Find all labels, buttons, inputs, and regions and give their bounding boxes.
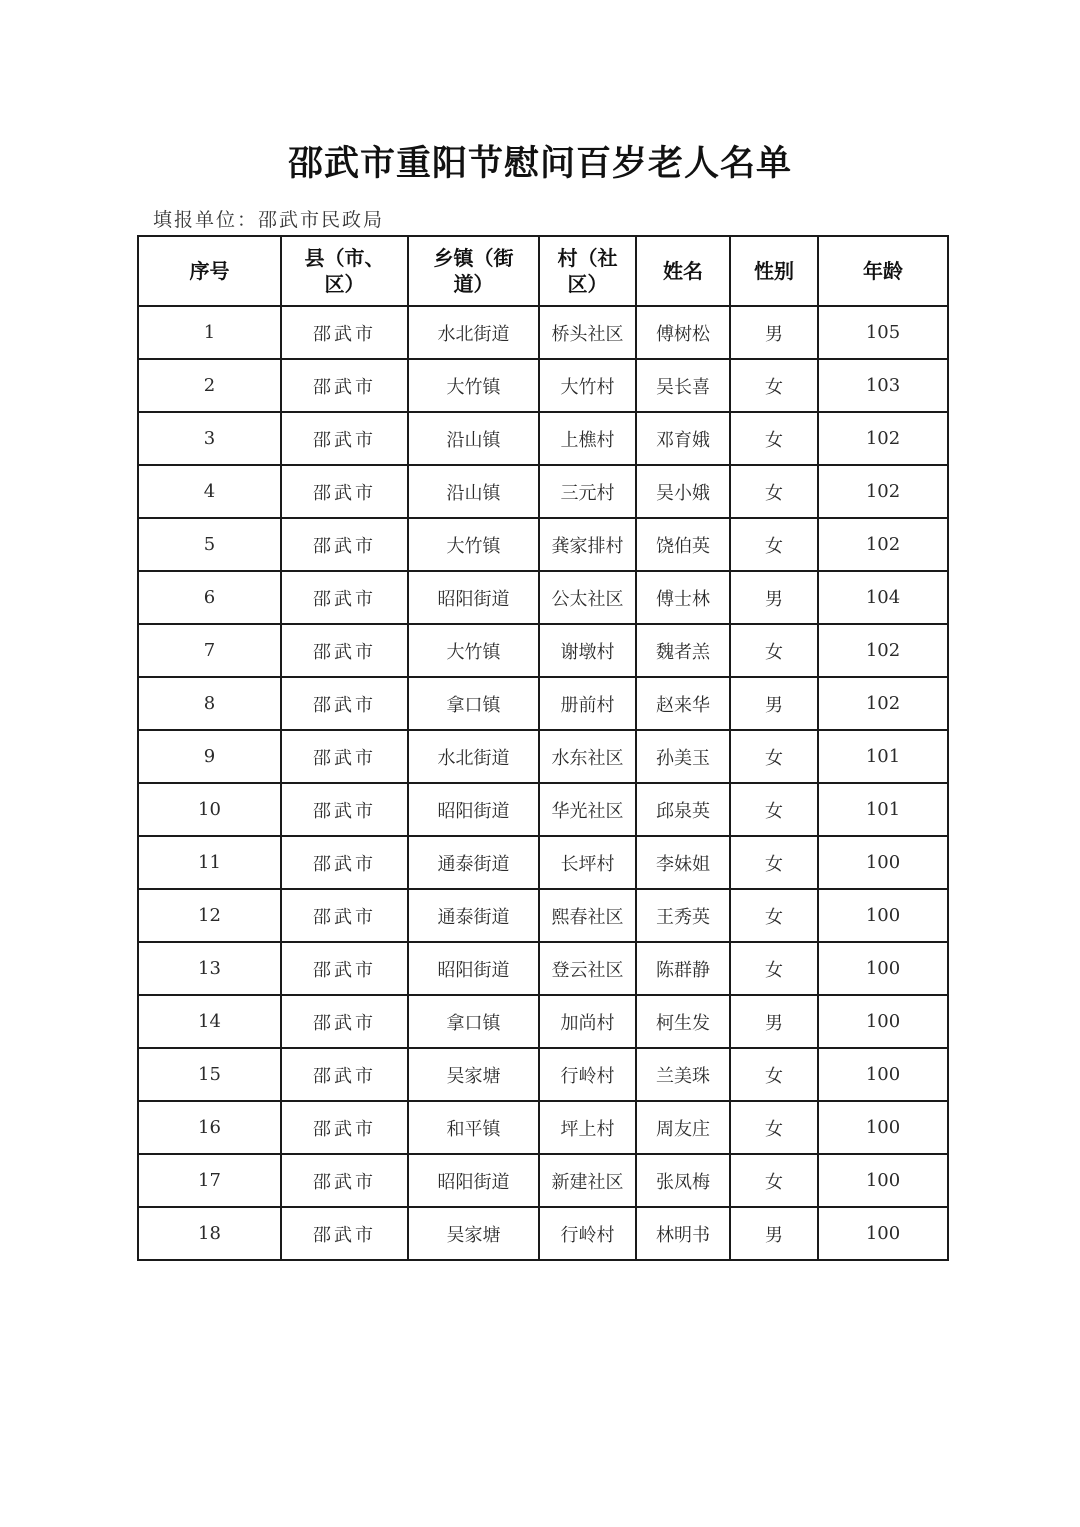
cell-age: 101 [818, 783, 948, 836]
cell-gender: 女 [730, 836, 818, 889]
cell-serial: 15 [138, 1048, 281, 1101]
header-town [408, 236, 539, 306]
cell-town: 通泰街道 [408, 836, 539, 889]
cell-age: 100 [818, 1207, 948, 1260]
cell-village: 上樵村 [539, 412, 636, 465]
cell-name: 吴小娥 [636, 465, 730, 518]
cell-town: 拿口镇 [408, 995, 539, 1048]
cell-town: 昭阳街道 [408, 783, 539, 836]
cell-serial: 18 [138, 1207, 281, 1260]
cell-county: 邵武市 [281, 889, 408, 942]
cell-village: 公太社区 [539, 571, 636, 624]
cell-age: 100 [818, 836, 948, 889]
cell-age: 100 [818, 889, 948, 942]
cell-gender: 女 [730, 465, 818, 518]
table-row [138, 836, 948, 889]
table-row [138, 995, 948, 1048]
cell-age: 102 [818, 465, 948, 518]
table-row [138, 624, 948, 677]
cell-age: 100 [818, 1154, 948, 1207]
cell-age: 103 [818, 359, 948, 412]
cell-serial: 13 [138, 942, 281, 995]
cell-village: 熙春社区 [539, 889, 636, 942]
cell-serial: 17 [138, 1154, 281, 1207]
cell-county: 邵武市 [281, 995, 408, 1048]
cell-town: 和平镇 [408, 1101, 539, 1154]
cell-age: 102 [818, 624, 948, 677]
header-gender: 性别 [730, 236, 818, 306]
cell-age: 102 [818, 412, 948, 465]
header-age: 年龄 [818, 236, 948, 306]
cell-gender: 女 [730, 730, 818, 783]
cell-county: 邵武市 [281, 1207, 408, 1260]
cell-age: 100 [818, 1101, 948, 1154]
cell-county: 邵武市 [281, 783, 408, 836]
cell-age: 105 [818, 306, 948, 359]
table-row [138, 1101, 948, 1154]
cell-gender: 男 [730, 571, 818, 624]
cell-county: 邵武市 [281, 306, 408, 359]
cell-village: 行岭村 [539, 1207, 636, 1260]
cell-serial: 5 [138, 518, 281, 571]
cell-gender: 男 [730, 995, 818, 1048]
header-name: 姓名 [636, 236, 730, 306]
cell-county: 邵武市 [281, 1154, 408, 1207]
cell-serial: 1 [138, 306, 281, 359]
cell-age: 102 [818, 677, 948, 730]
cell-village: 新建社区 [539, 1154, 636, 1207]
cell-town: 通泰街道 [408, 889, 539, 942]
table-row [138, 1154, 948, 1207]
cell-village: 大竹村 [539, 359, 636, 412]
cell-village: 华光社区 [539, 783, 636, 836]
cell-village: 龚家排村 [539, 518, 636, 571]
reporting-unit: 填报单位：邵武市民政局 [153, 209, 385, 231]
cell-serial: 16 [138, 1101, 281, 1154]
cell-county: 邵武市 [281, 730, 408, 783]
cell-name: 李妹姐 [636, 836, 730, 889]
cell-age: 101 [818, 730, 948, 783]
cell-name: 王秀英 [636, 889, 730, 942]
table-row [138, 889, 948, 942]
cell-gender: 男 [730, 1207, 818, 1260]
table-row [138, 783, 948, 836]
cell-name: 吴长喜 [636, 359, 730, 412]
document-title: 邵武市重阳节慰问百岁老人名单 [287, 143, 792, 184]
table-row [138, 465, 948, 518]
table-row [138, 306, 948, 359]
header-village-label: 村（社区） [557, 246, 618, 296]
cell-gender: 女 [730, 942, 818, 995]
cell-serial: 9 [138, 730, 281, 783]
cell-county: 邵武市 [281, 942, 408, 995]
cell-village: 谢墩村 [539, 624, 636, 677]
cell-name: 魏者羔 [636, 624, 730, 677]
cell-gender: 女 [730, 1101, 818, 1154]
cell-village: 加尚村 [539, 995, 636, 1048]
cell-gender: 女 [730, 624, 818, 677]
cell-name: 陈群静 [636, 942, 730, 995]
table-row [138, 359, 948, 412]
cell-age: 100 [818, 995, 948, 1048]
cell-serial: 12 [138, 889, 281, 942]
cell-name: 柯生发 [636, 995, 730, 1048]
cell-gender: 女 [730, 359, 818, 412]
cell-age: 102 [818, 518, 948, 571]
cell-town: 水北街道 [408, 306, 539, 359]
cell-town: 昭阳街道 [408, 571, 539, 624]
cell-name: 周友庄 [636, 1101, 730, 1154]
cell-town: 水北街道 [408, 730, 539, 783]
cell-name: 赵来华 [636, 677, 730, 730]
cell-gender: 男 [730, 306, 818, 359]
cell-town: 昭阳街道 [408, 942, 539, 995]
cell-age: 104 [818, 571, 948, 624]
table-row [138, 730, 948, 783]
table-row [138, 942, 948, 995]
cell-serial: 2 [138, 359, 281, 412]
table-row [138, 412, 948, 465]
cell-name: 张凤梅 [636, 1154, 730, 1207]
cell-gender: 女 [730, 1048, 818, 1101]
cell-county: 邵武市 [281, 465, 408, 518]
cell-serial: 14 [138, 995, 281, 1048]
table-body [138, 306, 948, 1260]
cell-county: 邵武市 [281, 624, 408, 677]
cell-town: 拿口镇 [408, 677, 539, 730]
cell-name: 傅树松 [636, 306, 730, 359]
cell-town: 大竹镇 [408, 359, 539, 412]
cell-serial: 8 [138, 677, 281, 730]
table-row [138, 1207, 948, 1260]
cell-name: 邓育娥 [636, 412, 730, 465]
table-row [138, 677, 948, 730]
cell-village: 水东社区 [539, 730, 636, 783]
cell-gender: 女 [730, 889, 818, 942]
cell-name: 孙美玉 [636, 730, 730, 783]
cell-town: 大竹镇 [408, 518, 539, 571]
table-header-row [138, 236, 948, 306]
cell-town: 吴家塘 [408, 1207, 539, 1260]
cell-county: 邵武市 [281, 836, 408, 889]
cell-town: 吴家塘 [408, 1048, 539, 1101]
cell-name: 兰美珠 [636, 1048, 730, 1101]
header-serial: 序号 [138, 236, 281, 306]
cell-village: 行岭村 [539, 1048, 636, 1101]
cell-name: 饶伯英 [636, 518, 730, 571]
cell-name: 傅士林 [636, 571, 730, 624]
centenarian-table [137, 235, 949, 1261]
header-county-label: 县（市、区） [304, 246, 385, 296]
cell-town: 沿山镇 [408, 465, 539, 518]
cell-town: 大竹镇 [408, 624, 539, 677]
cell-serial: 11 [138, 836, 281, 889]
cell-village: 登云社区 [539, 942, 636, 995]
header-village [539, 236, 636, 306]
cell-serial: 7 [138, 624, 281, 677]
cell-serial: 6 [138, 571, 281, 624]
cell-village: 长坪村 [539, 836, 636, 889]
cell-county: 邵武市 [281, 677, 408, 730]
header-county [281, 236, 408, 306]
cell-town: 沿山镇 [408, 412, 539, 465]
cell-serial: 3 [138, 412, 281, 465]
cell-gender: 女 [730, 518, 818, 571]
cell-county: 邵武市 [281, 1101, 408, 1154]
cell-gender: 男 [730, 677, 818, 730]
cell-serial: 10 [138, 783, 281, 836]
cell-gender: 女 [730, 412, 818, 465]
cell-age: 100 [818, 942, 948, 995]
cell-county: 邵武市 [281, 571, 408, 624]
cell-age: 100 [818, 1048, 948, 1101]
table-row [138, 1048, 948, 1101]
cell-serial: 4 [138, 465, 281, 518]
cell-village: 三元村 [539, 465, 636, 518]
header-town-label: 乡镇（街道） [433, 246, 514, 296]
cell-village: 册前村 [539, 677, 636, 730]
cell-county: 邵武市 [281, 359, 408, 412]
cell-county: 邵武市 [281, 518, 408, 571]
cell-name: 邱泉英 [636, 783, 730, 836]
cell-gender: 女 [730, 783, 818, 836]
table-row [138, 571, 948, 624]
cell-village: 坪上村 [539, 1101, 636, 1154]
cell-gender: 女 [730, 1154, 818, 1207]
cell-name: 林明书 [636, 1207, 730, 1260]
cell-village: 桥头社区 [539, 306, 636, 359]
cell-town: 昭阳街道 [408, 1154, 539, 1207]
cell-county: 邵武市 [281, 412, 408, 465]
table-row [138, 518, 948, 571]
cell-county: 邵武市 [281, 1048, 408, 1101]
